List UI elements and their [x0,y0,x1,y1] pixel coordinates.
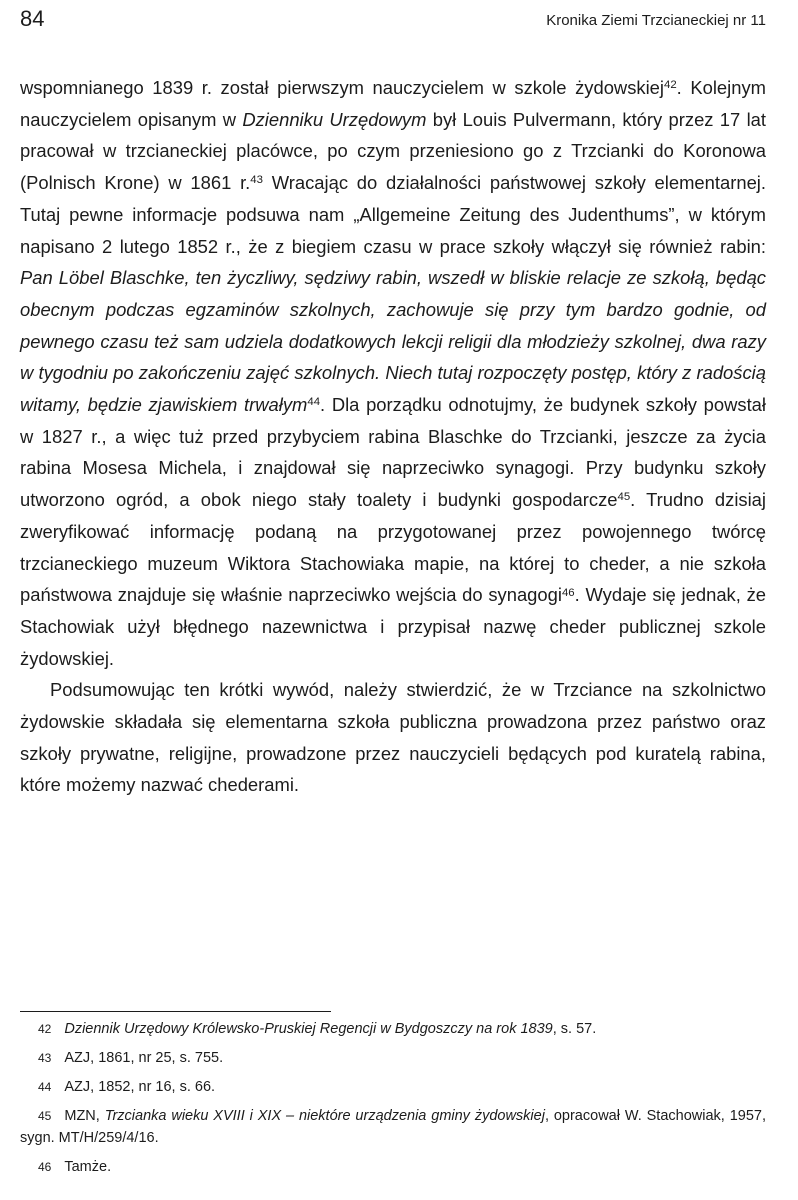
footnote-text: , s. 57. [552,1021,597,1037]
text-run: . Dla porządku odnotujmy, że budynek szkoły powstał w 1827 r., a więc tuż przed przybyciem rabina Blaschke do Trzcianki, jeszcze za życia rabina Mosesa Michela, i znajdował się naprzeciwko synagogi. Przy budynku szkoły utworzono ogród, a obok niego stały toalety i budynki gospodarcze [20,394,766,511]
footnote-text: Tamże. [64,1159,112,1175]
main-text [20,72,766,801]
journal-title: Dzienniku Urzędowym [242,108,427,130]
footnote-source-title: Dziennik Urzędowy Królewsko-Pruskiej Regencji w Bydgoszczy na rok 1839 [64,1021,553,1037]
footnote-divider [20,1011,331,1012]
footnote-number: 42 [38,1022,52,1036]
footnote-number: 44 [38,1080,52,1094]
text-run: Wracając do działalności państwowej szkoły elementarnej. Tutaj pewne informacje podsuwa nam „Allgemeine Zeitung des Judenthums”, w którym napisano 2 lutego 1852 r., że z biegiem czasu w prace szkoły włączył się również rabin: [20,172,766,257]
footnote-text: AZJ, 1861, nr 25, s. 755. [64,1050,224,1066]
text-run: . Wydaje się jednak, że Stachowiak użył błędnego nazewnictwa i przypisał nazwę cheder publicznej szkole żydowskiej. [20,584,766,669]
footnote-45 [20,1105,766,1149]
footnote-ref-44[interactable]: 44 [307,396,321,409]
quotation: Pan Löbel Blaschke, ten życzliwy, sędziwy rabin, wszedł w bliskie relacje ze szkołą, będąc obecnym podczas egzaminów szkolnych, zachowuje się przy tym bardzo godnie, od pewnego czasu też sam udziela dodatkowych lekcji religii dla młodzieży szkolnej, dwa razy w tygodniu po zakończeniu zajęć szkolnych. Niech tutaj rozpoczęty postęp, który z radością witamy, będzie zjawiskiem trwałym [20,267,766,416]
running-title: Kronika Ziemi Trzcianeckiej nr 11 [546,12,766,29]
footnote-42 [20,1018,766,1040]
page-header [0,0,798,40]
footnote-ref-46[interactable]: 46 [561,586,575,599]
footnote-ref-42[interactable]: 42 [664,79,677,92]
text-run: . Trudno dzisiaj zweryfikować informację podaną na przygotowanej przez powojennego twórcę trzcianeckiego muzeum Wiktora Stachowiaka mapie, na której to cheder, a nie szkoła państwowa znajduje się właśnie naprzeciwko wejścia do synagogi [20,489,766,606]
text-run: wspomnianego 1839 r. został pierwszym nauczycielem w szkole żydowskiej [20,77,664,98]
footnote-number: 43 [38,1051,52,1065]
footnote-46 [20,1156,766,1178]
text-run: był Louis Pulvermann, który przez 17 lat pracował w trzcianeckiej placówce, po czym przeniesiono go z Trzcianki do Koronowa (Polnisch Krone) w 1861 r. [20,108,766,194]
text-run: . Kolejnym nauczycielem opisanym w [20,77,766,130]
footnote-number: 45 [38,1109,52,1123]
footnote-number: 46 [38,1160,52,1174]
footnote-ref-45[interactable]: 45 [617,491,631,504]
paragraph-2: Podsumowując ten krótki wywód, należy stwierdzić, że w Trzciance na szkolnictwo żydowskie składała się elementarna szkoła publiczna prowadzona przez państwo oraz szkoły prywatne, religijne, prowadzone przez nauczycieli będących pod kuratelą rabina, które możemy nazwać chederami. [20,679,766,796]
footnote-ref-43[interactable]: 43 [250,174,263,187]
footnote-text: , opracował W. Stachowiak, 1957, sygn. MT/H/259/4/16. [20,1108,766,1146]
footnote-44 [20,1076,766,1098]
footnotes [20,1018,766,1185]
footnote-text: AZJ, 1852, nr 16, s. 66. [64,1079,216,1095]
footnote-source-title: Trzcianka wieku XVIII i XIX – niektóre urządzenia gminy żydowskiej [104,1108,545,1124]
footnote-43 [20,1047,766,1069]
page-number: 84 [20,6,45,31]
paragraph-1 [20,72,766,674]
footnote-text: MZN, [64,1108,105,1124]
